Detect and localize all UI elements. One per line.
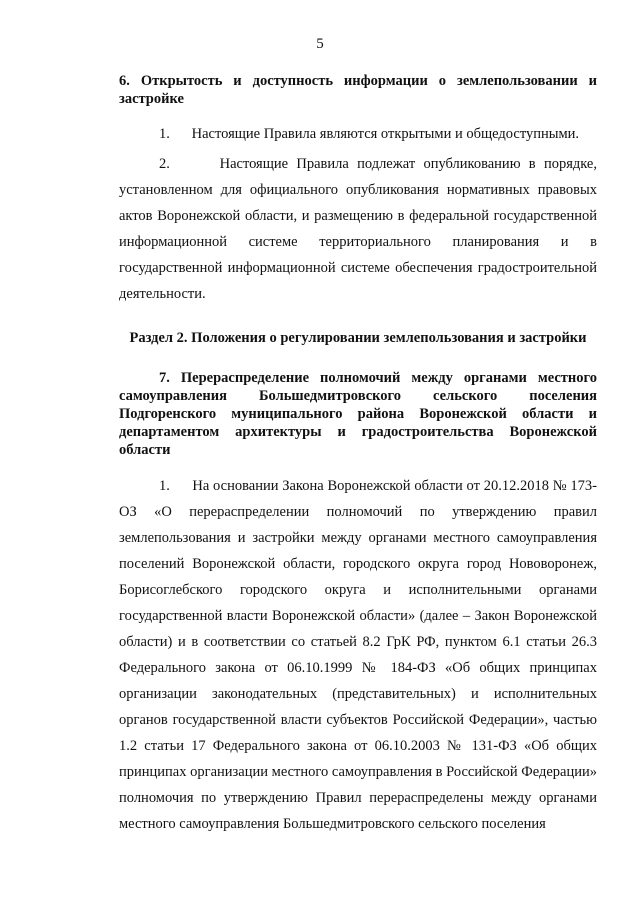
document-body: [119, 72, 597, 837]
section-6-heading: 6. Открытость и доступность информации о землепользовании и застройке: [119, 73, 597, 107]
part-2-heading: Раздел 2. Положения о регулировании землепользования и застройки: [129, 330, 587, 346]
section-7-item-1: 1. На основании Закона Воронежской области от 20.12.2018 № 173-ОЗ «О перераспределении полномочий по утверждению правил землепользования и застройки между органами местного самоуправления поселений Воронежской области, городского округа город Нововоронеж, Борисоглебского городского округа и исполнительными органами государственной власти Воронежской области» (далее – Закон Воронежской области) и в соответствии со статьей 8.2 ГрК РФ, пунктом 6.1 статьи 26.3 Федерального закона от 06.10.1999 № 184-ФЗ «Об общих принципах организации законодательных (представительных) и исполнительных органов государственной власти субъектов Российской Федерации», частью 1.2 статьи 17 Федерального закона от 06.10.2003 № 131-ФЗ «Об общих принципах организации местного самоуправления в Российской Федерации» полномочия по утверждению Правил перераспределены между органами местного самоуправления Большедмитровского сельского поселения: [119, 478, 597, 832]
section-7-heading: 7. Перераспределение полномочий между органами местного самоуправления Большедмитровского сельского поселения Подгоренского муниципального района Воронежской области и департаментом архитектуры и градостроительства Воронежской области: [119, 370, 597, 458]
section-6-item-1: 1. Настоящие Правила являются открытыми и общедоступными.: [159, 126, 580, 142]
page-number: 5: [316, 36, 324, 52]
section-6-item-2: 2. Настоящие Правила подлежат опубликованию в порядке, установленном для официального опубликования нормативных правовых актов Воронежской области, и размещению в федеральной государственной информационной системе территориального планирования и в государственной информационной системе обеспечения градостроительной деятельности.: [119, 156, 597, 302]
